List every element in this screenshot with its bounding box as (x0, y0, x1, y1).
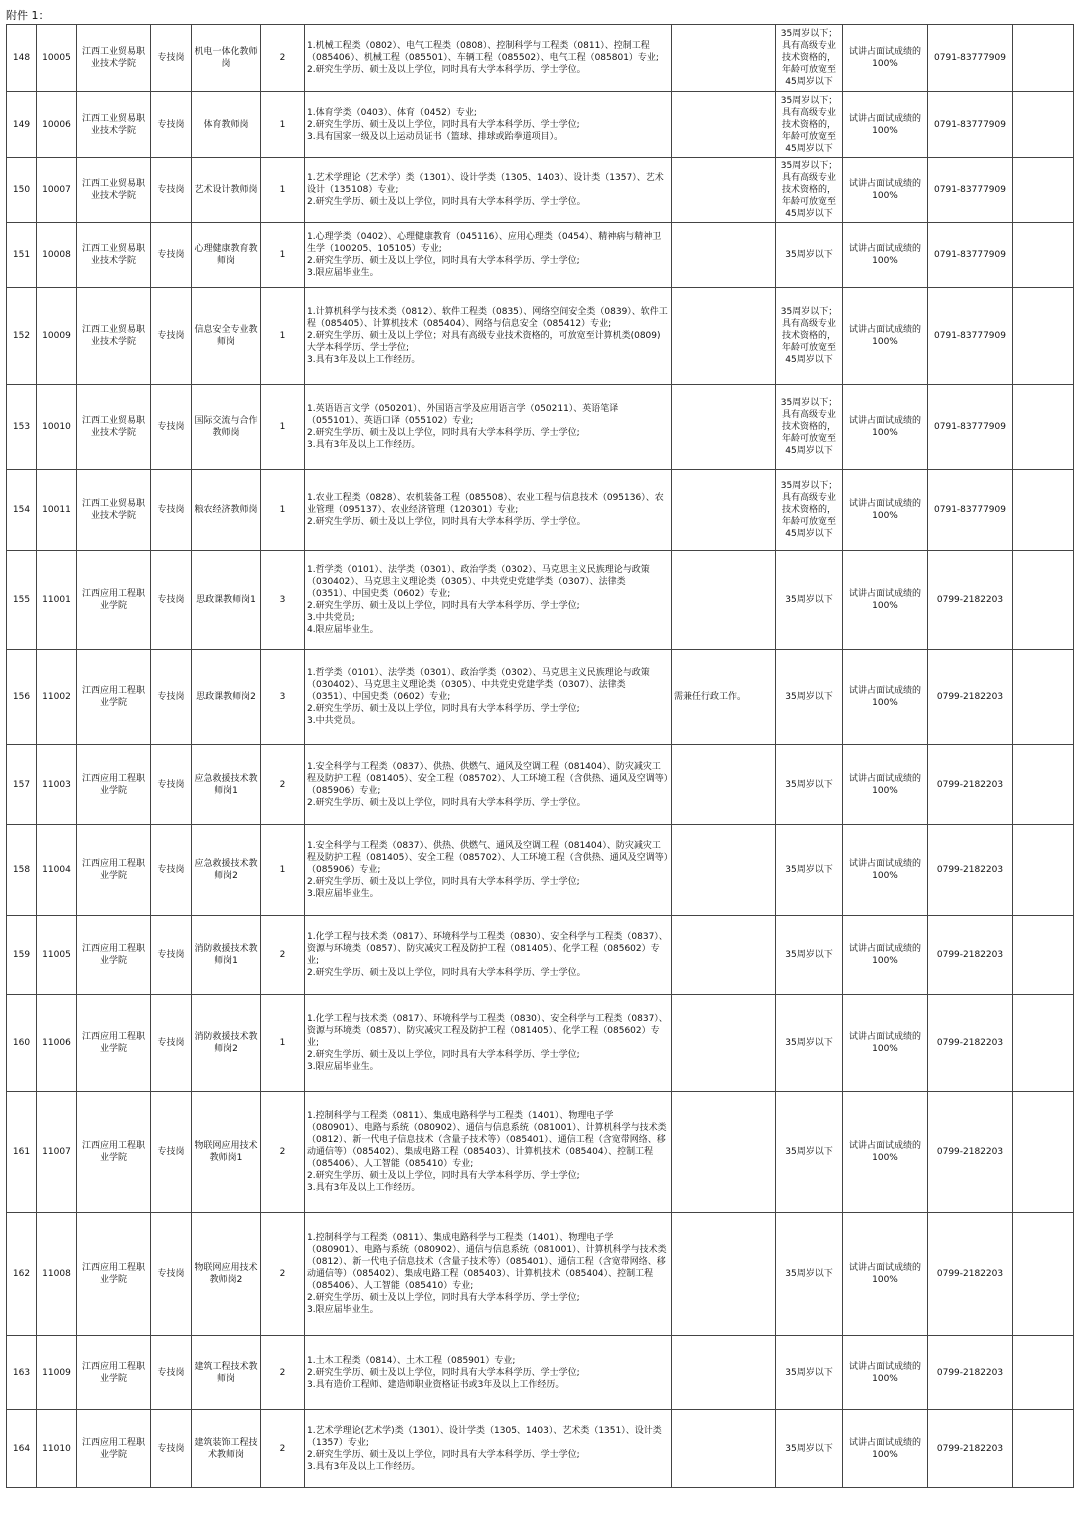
requirement-line: 1.计算机科学与技术类（0812）、软件工程类（0835）、网络空间安全类（0839）、软件工程（085405）、计算机技术（085404）、网络与信息安全（085412）专业; (307, 307, 668, 329)
requirements (305, 470, 672, 551)
other-conditions (672, 1092, 776, 1213)
post-name: 应急救援技术教师岗1 (192, 745, 261, 825)
exam-method: 试讲占面试成绩的100% (843, 551, 928, 650)
requirement-line: 1.哲学类（0101）、法学类（0301）、政治学类（0302）、马克思主义民族理论与政策（030402）、马克思主义理论类（0305）、中共党史党建学类（0307）、法律类（0351）、中国史类（0602）专业; (307, 668, 650, 702)
exam-method: 试讲占面试成绩的100% (843, 385, 928, 470)
unit-name: 江西应用工程职业学院 (77, 1410, 151, 1488)
contact-phone: 0791-83777909 (928, 223, 1013, 288)
row-number: 155 (7, 551, 37, 650)
requirement-line: 3.限应届毕业生。 (307, 268, 379, 278)
row-number: 154 (7, 470, 37, 551)
table-row (7, 916, 1074, 995)
requirements (305, 551, 672, 650)
requirement-line: 1.土木工程类（0814）、土木工程（085901）专业; (307, 1355, 516, 1366)
requirement-line: 4.限应届毕业生。 (307, 625, 379, 635)
row-number: 149 (7, 92, 37, 158)
unit-name: 江西应用工程职业学院 (77, 650, 151, 745)
requirement-line: 1.艺术学理论（艺术学）类（1301）、设计学类（1305、1403）、设计类（1357）、艺术设计（135108）专业; (307, 173, 664, 195)
post-code: 10005 (37, 25, 77, 92)
age-requirement: 35周岁以下 (776, 1213, 843, 1336)
post-name: 物联网应用技术教师岗1 (192, 1092, 261, 1213)
age-requirement: 35周岁以下；具有高级专业技术资格的，年龄可放宽至45周岁以下 (776, 92, 843, 158)
exam-method: 试讲占面试成绩的100% (843, 25, 928, 92)
contact-phone: 0791-83777909 (928, 158, 1013, 223)
hire-count: 3 (261, 551, 305, 650)
blank-cell (1013, 551, 1074, 650)
table-row (7, 223, 1074, 288)
post-code: 10010 (37, 385, 77, 470)
requirement-line: 3.中共党员。 (307, 716, 361, 726)
blank-cell (1013, 385, 1074, 470)
blank-cell (1013, 288, 1074, 385)
unit-name: 江西工业贸易职业技术学院 (77, 385, 151, 470)
post-name: 国际交流与合作教师岗 (192, 385, 261, 470)
hire-count: 1 (261, 995, 305, 1092)
unit-name: 江西应用工程职业学院 (77, 825, 151, 916)
age-requirement: 35周岁以下；具有高级专业技术资格的，年龄可放宽至45周岁以下 (776, 288, 843, 385)
requirement-line: 2.研究生学历、硕士及以上学位，同时具有大学本科学历、学士学位; (307, 601, 580, 611)
requirement-line: 2.研究生学历、硕士及以上学位，同时具有大学本科学历、学士学位; (307, 256, 580, 266)
post-name: 消防救援技术教师岗1 (192, 916, 261, 995)
other-conditions (672, 745, 776, 825)
requirement-line: 2.研究生学历、硕士及以上学位，同时具有大学本科学历、学士学位; (307, 428, 580, 438)
post-name: 建筑装饰工程技术教师岗 (192, 1410, 261, 1488)
hire-count: 1 (261, 470, 305, 551)
other-conditions (672, 995, 776, 1092)
requirement-line: 1.化学工程与技术类（0817）、环境科学与工程类（0830）、安全科学与工程类（0837）、资源与环境类（0857）、防灾减灾工程及防护工程（081405）、化学工程（085602）专业; (307, 1014, 668, 1048)
post-name: 建筑工程技术教师岗 (192, 1336, 261, 1410)
row-number: 160 (7, 995, 37, 1092)
age-requirement: 35周岁以下 (776, 223, 843, 288)
unit-name: 江西工业贸易职业技术学院 (77, 470, 151, 551)
requirement-line: 1.控制科学与工程类（0811）、集成电路科学与工程类（1401）、物理电子学（080901）、电路与系统（080902）、通信与信息系统（081001）、计算机科学与技术类（0812）、新一代电子信息技术（含量子技术等）（085401）、通信工程（含宽带网络、移动通信等）（085402）、集成电路工程（085403）、计算机技术（085404）、控制工程（085406）、人工智能（085410）专业; (307, 1233, 667, 1291)
post-name: 粮农经济教师岗 (192, 470, 261, 551)
requirement-line: 2.研究生学历、硕士及以上学位，同时具有大学本科学历、学士学位。 (307, 968, 586, 978)
exam-method: 试讲占面试成绩的100% (843, 995, 928, 1092)
hire-count: 2 (261, 1213, 305, 1336)
contact-phone: 0799-2182203 (928, 1092, 1013, 1213)
requirement-line: 1.安全科学与工程类（0837）、供热、供燃气、通风及空调工程（081404）、防灾减灾工程及防护工程（081405）、安全工程（085702）、人工环境工程（含供热、通风及空调等）（085906）专业; (307, 761, 669, 796)
requirement-line: 2.研究生学历、硕士及以上学位，同时具有大学本科学历、学士学位。 (307, 517, 586, 527)
post-code: 11009 (37, 1336, 77, 1410)
post-category: 专技岗 (151, 158, 192, 223)
contact-phone: 0791-83777909 (928, 470, 1013, 551)
post-category: 专技岗 (151, 470, 192, 551)
unit-name: 江西应用工程职业学院 (77, 1336, 151, 1410)
unit-name: 江西工业贸易职业技术学院 (77, 288, 151, 385)
post-name: 思政课教师岗2 (192, 650, 261, 745)
requirement-line: 1.控制科学与工程类（0811）、集成电路科学与工程类（1401）、物理电子学（080901）、电路与系统（080902）、通信与信息系统（081001）、计算机科学与技术类（0812）、新一代电子信息技术（含量子技术等）（085401）、通信工程（含宽带网络、移动通信等）（085402）、集成电路工程（085403）、计算机技术（085404）、控制工程（085406）、人工智能（085410）专业; (307, 1111, 667, 1169)
post-code: 10007 (37, 158, 77, 223)
other-conditions (672, 25, 776, 92)
contact-phone: 0799-2182203 (928, 650, 1013, 745)
requirement-line: 3.具有3年及以上工作经历。 (307, 1183, 421, 1193)
hire-count: 1 (261, 385, 305, 470)
requirement-line: 1.机械工程类（0802）、电气工程类（0808）、控制科学与工程类（0811）、控制工程（085406）、机械工程（085501）、车辆工程（085502）、电气工程（085801）专业; (307, 41, 659, 63)
blank-cell (1013, 158, 1074, 223)
post-category: 专技岗 (151, 995, 192, 1092)
table-row (7, 1092, 1074, 1213)
hire-count: 1 (261, 223, 305, 288)
requirements (305, 825, 672, 916)
post-category: 专技岗 (151, 1092, 192, 1213)
post-category: 专技岗 (151, 825, 192, 916)
post-name: 艺术设计教师岗 (192, 158, 261, 223)
requirements (305, 1336, 672, 1410)
hire-count: 2 (261, 916, 305, 995)
hire-count: 1 (261, 158, 305, 223)
other-conditions (672, 1336, 776, 1410)
post-name: 消防救援技术教师岗2 (192, 995, 261, 1092)
hire-count: 2 (261, 1092, 305, 1213)
table-row (7, 25, 1074, 92)
requirement-line: 1.艺术学理论(艺术学)类（1301）、设计学类（1305、1403）、艺术类（1351）、设计类（1357）专业; (307, 1425, 662, 1448)
requirements (305, 745, 672, 825)
requirements (305, 92, 672, 158)
other-conditions (672, 551, 776, 650)
requirements (305, 1092, 672, 1213)
table-row (7, 825, 1074, 916)
age-requirement: 35周岁以下；具有高级专业技术资格的，年龄可放宽至45周岁以下 (776, 25, 843, 92)
requirement-line: 3.具有3年及以上工作经历。 (307, 355, 421, 365)
contact-phone: 0799-2182203 (928, 995, 1013, 1092)
blank-cell (1013, 916, 1074, 995)
table-row (7, 92, 1074, 158)
requirement-line: 3.限应届毕业生。 (307, 1062, 379, 1072)
requirement-line: 1.安全科学与工程类（0837）、供热、供燃气、通风及空调工程（081404）、防灾减灾工程及防护工程（081405）、安全工程（085702）、人工环境工程（含供热、通风及空调等）（085906）专业; (307, 841, 669, 875)
row-number: 163 (7, 1336, 37, 1410)
age-requirement: 35周岁以下；具有高级专业技术资格的，年龄可放宽至45周岁以下 (776, 158, 843, 223)
row-number: 153 (7, 385, 37, 470)
exam-method: 试讲占面试成绩的100% (843, 92, 928, 158)
requirement-line: 2.研究生学历、硕士及以上学位，同时具有大学本科学历、学士学位; (307, 1449, 580, 1460)
other-conditions (672, 825, 776, 916)
exam-method: 试讲占面试成绩的100% (843, 1092, 928, 1213)
unit-name: 江西工业贸易职业技术学院 (77, 158, 151, 223)
other-conditions (672, 288, 776, 385)
row-number: 158 (7, 825, 37, 916)
post-name: 心理健康教育教师岗 (192, 223, 261, 288)
age-requirement: 35周岁以下 (776, 825, 843, 916)
post-name: 物联网应用技术教师岗2 (192, 1213, 261, 1336)
exam-method: 试讲占面试成绩的100% (843, 825, 928, 916)
post-code: 11004 (37, 825, 77, 916)
hire-count: 2 (261, 1336, 305, 1410)
blank-cell (1013, 223, 1074, 288)
table-row (7, 1336, 1074, 1410)
requirement-line: 1.农业工程类（0828）、农机装备工程（085508）、农业工程与信息技术（095136）、农业管理（095137）、农业经济管理（120301）专业; (307, 493, 664, 515)
contact-phone: 0799-2182203 (928, 1336, 1013, 1410)
exam-method: 试讲占面试成绩的100% (843, 650, 928, 745)
table-row (7, 1410, 1074, 1488)
requirement-line: 3.具有国家一级及以上运动员证书（篮球、排球或跆拳道项目）。 (307, 131, 564, 142)
row-number: 164 (7, 1410, 37, 1488)
contact-phone: 0791-83777909 (928, 288, 1013, 385)
post-category: 专技岗 (151, 92, 192, 158)
post-name: 思政课教师岗1 (192, 551, 261, 650)
age-requirement: 35周岁以下 (776, 916, 843, 995)
blank-cell (1013, 1213, 1074, 1336)
other-conditions (672, 385, 776, 470)
requirements (305, 25, 672, 92)
unit-name: 江西应用工程职业学院 (77, 551, 151, 650)
post-name: 体育教师岗 (192, 92, 261, 158)
table-row (7, 385, 1074, 470)
exam-method: 试讲占面试成绩的100% (843, 1410, 928, 1488)
requirement-line: 3.中共党员; (307, 613, 355, 623)
row-number: 156 (7, 650, 37, 745)
post-code: 11002 (37, 650, 77, 745)
hire-count: 1 (261, 92, 305, 158)
unit-name: 江西应用工程职业学院 (77, 1213, 151, 1336)
post-code: 10009 (37, 288, 77, 385)
contact-phone: 0791-83777909 (928, 25, 1013, 92)
attachment-caption: 附件 1： (6, 9, 50, 22)
contact-phone: 0799-2182203 (928, 551, 1013, 650)
blank-cell (1013, 1092, 1074, 1213)
post-code: 10008 (37, 223, 77, 288)
post-category: 专技岗 (151, 551, 192, 650)
post-name: 机电一体化教师岗 (192, 25, 261, 92)
post-category: 专技岗 (151, 745, 192, 825)
post-category: 专技岗 (151, 288, 192, 385)
exam-method: 试讲占面试成绩的100% (843, 158, 928, 223)
post-code: 11007 (37, 1092, 77, 1213)
age-requirement: 35周岁以下 (776, 1410, 843, 1488)
other-conditions (672, 223, 776, 288)
post-code: 11001 (37, 551, 77, 650)
table-row (7, 470, 1074, 551)
post-code: 11003 (37, 745, 77, 825)
row-number: 148 (7, 25, 37, 92)
unit-name: 江西应用工程职业学院 (77, 745, 151, 825)
requirement-line: 2.研究生学历、硕士及以上学位；对具有高级专业技术资格的，可放宽至计算机类(0809)大学本科学历、学士学位; (307, 331, 661, 353)
post-code: 11008 (37, 1213, 77, 1336)
requirement-line: 2.研究生学历、硕士及以上学位，同时具有大学本科学历、学士学位; (307, 119, 580, 130)
other-conditions (672, 158, 776, 223)
requirement-line: 2.研究生学历、硕士及以上学位，同时具有大学本科学历、学士学位; (307, 1293, 580, 1303)
age-requirement: 35周岁以下 (776, 551, 843, 650)
row-number: 152 (7, 288, 37, 385)
post-category: 专技岗 (151, 25, 192, 92)
requirements (305, 385, 672, 470)
post-code: 10011 (37, 470, 77, 551)
post-category: 专技岗 (151, 1410, 192, 1488)
post-code: 10006 (37, 92, 77, 158)
requirements (305, 1410, 672, 1488)
table-row (7, 551, 1074, 650)
exam-method: 试讲占面试成绩的100% (843, 916, 928, 995)
other-conditions: 需兼任行政工作。 (672, 650, 776, 745)
row-number: 162 (7, 1213, 37, 1336)
contact-phone: 0791-83777909 (928, 385, 1013, 470)
hire-count: 1 (261, 288, 305, 385)
exam-method: 试讲占面试成绩的100% (843, 470, 928, 551)
post-category: 专技岗 (151, 385, 192, 470)
blank-cell (1013, 1336, 1074, 1410)
age-requirement: 35周岁以下 (776, 1092, 843, 1213)
blank-cell (1013, 745, 1074, 825)
contact-phone: 0799-2182203 (928, 1410, 1013, 1488)
row-number: 161 (7, 1092, 37, 1213)
blank-cell (1013, 470, 1074, 551)
age-requirement: 35周岁以下 (776, 995, 843, 1092)
blank-cell (1013, 25, 1074, 92)
requirement-line: 2.研究生学历、硕士及以上学位，同时具有大学本科学历、学士学位。 (307, 197, 586, 207)
unit-name: 江西应用工程职业学院 (77, 1092, 151, 1213)
row-number: 159 (7, 916, 37, 995)
requirement-line: 1.英语语言文学（050201）、外国语言学及应用语言学（050211）、英语笔译（055101）、英语口译（055102）专业; (307, 404, 619, 426)
contact-phone: 0799-2182203 (928, 745, 1013, 825)
contact-phone: 0791-83777909 (928, 92, 1013, 158)
post-name: 信息安全专业教师岗 (192, 288, 261, 385)
hire-count: 2 (261, 745, 305, 825)
requirement-line: 3.限应届毕业生。 (307, 889, 379, 899)
post-name: 应急救援技术教师岗2 (192, 825, 261, 916)
table-row (7, 158, 1074, 223)
unit-name: 江西应用工程职业学院 (77, 916, 151, 995)
row-number: 157 (7, 745, 37, 825)
requirement-line: 1.体育学类（0403）、体育（0452）专业; (307, 107, 477, 118)
other-conditions (672, 470, 776, 551)
age-requirement: 35周岁以下；具有高级专业技术资格的，年龄可放宽至45周岁以下 (776, 385, 843, 470)
requirement-line: 1.化学工程与技术类（0817）、环境科学与工程类（0830）、安全科学与工程类（0837）、资源与环境类（0857）、防灾减灾工程及防护工程（081405）、化学工程（085602）专业; (307, 932, 668, 966)
other-conditions (672, 92, 776, 158)
requirement-line: 3.限应届毕业生。 (307, 1305, 379, 1315)
post-category: 专技岗 (151, 1213, 192, 1336)
other-conditions (672, 1410, 776, 1488)
exam-method: 试讲占面试成绩的100% (843, 1213, 928, 1336)
contact-phone: 0799-2182203 (928, 1213, 1013, 1336)
hire-count: 3 (261, 650, 305, 745)
requirements (305, 223, 672, 288)
unit-name: 江西应用工程职业学院 (77, 995, 151, 1092)
requirements (305, 288, 672, 385)
requirement-line: 2.研究生学历、硕士及以上学位，同时具有大学本科学历、学士学位; (307, 704, 580, 714)
contact-phone: 0799-2182203 (928, 825, 1013, 916)
requirement-line: 2.研究生学历、硕士及以上学位，同时具有大学本科学历、学士学位; (307, 1367, 580, 1378)
requirements (305, 916, 672, 995)
exam-method: 试讲占面试成绩的100% (843, 1336, 928, 1410)
table-row (7, 288, 1074, 385)
requirement-line: 2.研究生学历、硕士及以上学位，同时具有大学本科学历、学士学位。 (307, 65, 586, 75)
age-requirement: 35周岁以下 (776, 1336, 843, 1410)
requirement-line: 3.具有3年及以上工作经历。 (307, 1461, 421, 1472)
requirements (305, 1213, 672, 1336)
blank-cell (1013, 1410, 1074, 1488)
table-row (7, 1213, 1074, 1336)
age-requirement: 35周岁以下 (776, 650, 843, 745)
contact-phone: 0799-2182203 (928, 916, 1013, 995)
requirement-line: 2.研究生学历、硕士及以上学位，同时具有大学本科学历、学士学位。 (307, 797, 586, 808)
blank-cell (1013, 650, 1074, 745)
requirements (305, 650, 672, 745)
post-code: 11006 (37, 995, 77, 1092)
hire-count: 2 (261, 25, 305, 92)
requirement-line: 2.研究生学历、硕士及以上学位，同时具有大学本科学历、学士学位; (307, 1050, 580, 1060)
post-category: 专技岗 (151, 916, 192, 995)
unit-name: 江西工业贸易职业技术学院 (77, 223, 151, 288)
row-number: 151 (7, 223, 37, 288)
row-number: 150 (7, 158, 37, 223)
hire-count: 2 (261, 1410, 305, 1488)
recruitment-table (6, 24, 1074, 1488)
age-requirement: 35周岁以下 (776, 745, 843, 825)
post-category: 专技岗 (151, 223, 192, 288)
requirements (305, 995, 672, 1092)
blank-cell (1013, 825, 1074, 916)
table-row (7, 745, 1074, 825)
other-conditions (672, 916, 776, 995)
hire-count: 1 (261, 825, 305, 916)
requirement-line: 1.哲学类（0101）、法学类（0301）、政治学类（0302）、马克思主义民族理论与政策（030402）、马克思主义理论类（0305）、中共党史党建学类（0307）、法律类（0351）、中国史类（0602）专业; (307, 565, 650, 599)
blank-cell (1013, 92, 1074, 158)
unit-name: 江西工业贸易职业技术学院 (77, 25, 151, 92)
post-category: 专技岗 (151, 1336, 192, 1410)
blank-cell (1013, 995, 1074, 1092)
exam-method: 试讲占面试成绩的100% (843, 745, 928, 825)
post-code: 11010 (37, 1410, 77, 1488)
other-conditions (672, 1213, 776, 1336)
requirement-line: 3.具有3年及以上工作经历。 (307, 440, 421, 450)
table-row (7, 650, 1074, 745)
unit-name: 江西工业贸易职业技术学院 (77, 92, 151, 158)
table-row (7, 995, 1074, 1092)
post-category: 专技岗 (151, 650, 192, 745)
requirement-line: 2.研究生学历、硕士及以上学位，同时具有大学本科学历、学士学位; (307, 877, 580, 887)
requirement-line: 2.研究生学历、硕士及以上学位，同时具有大学本科学历、学士学位; (307, 1171, 580, 1181)
post-code: 11005 (37, 916, 77, 995)
requirement-line: 1.心理学类（0402）、心理健康教育（045116）、应用心理类（0454）、精神病与精神卫生学（100205、105105）专业; (307, 232, 662, 254)
requirements (305, 158, 672, 223)
requirement-line: 3.具有造价工程师、建造师职业资格证书或3年及以上工作经历。 (307, 1379, 565, 1390)
exam-method: 试讲占面试成绩的100% (843, 288, 928, 385)
exam-method: 试讲占面试成绩的100% (843, 223, 928, 288)
age-requirement: 35周岁以下；具有高级专业技术资格的，年龄可放宽至45周岁以下 (776, 470, 843, 551)
